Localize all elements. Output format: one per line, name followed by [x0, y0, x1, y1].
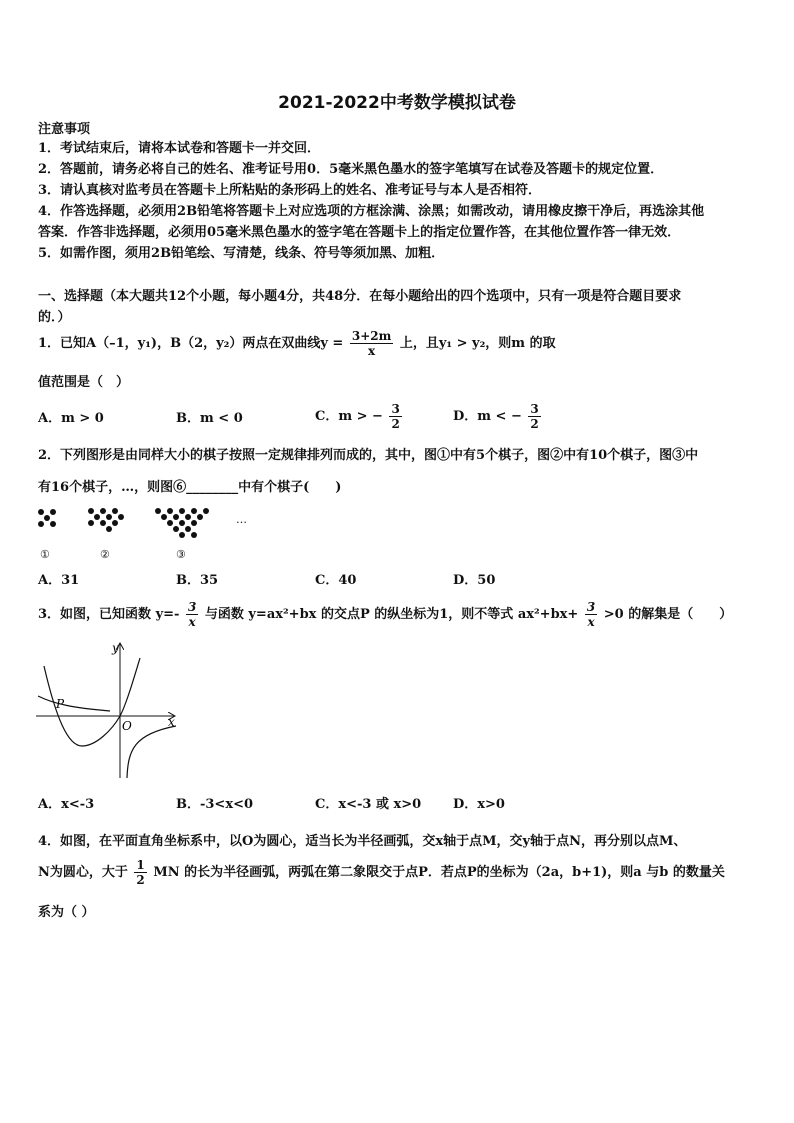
notice-item: 2．答题前，请务必将自己的姓名、准考证号用0．5毫米黑色墨水的签字笔填写在试卷及答题卡的规定位置． — [38, 162, 664, 177]
point-p-label: P — [56, 697, 65, 711]
origin-label: O — [122, 719, 132, 733]
page-title: 2021-2022中考数学模拟试卷 — [278, 93, 516, 113]
q3-option-b[interactable]: B．-3<x<0 — [176, 797, 254, 812]
notice-item: 5．如需作图，须用2B铅笔绘、写清楚，线条、符号等须加黑、加粗． — [38, 246, 445, 261]
q1-text-line2: 值范围是（ ） — [38, 375, 130, 390]
q1-option-c[interactable]: C．m > − $\frac{3}{2}$ — [315, 402, 400, 431]
question-1 — [38, 329, 556, 358]
y-label: y — [112, 641, 119, 655]
q2-option-d[interactable]: D．50 — [453, 573, 496, 588]
notice-heading: 注意事项 — [38, 122, 91, 137]
notice-item: 答案．作答非选择题，必须用05毫米黑色墨水的签字笔在答题卡上的指定位置作答，在其他位置作答一律无效． — [38, 225, 681, 240]
hyperbola-right — [127, 726, 176, 778]
question-4: 4．如图，在平面直角坐标系中，以O为圆心，适当长为半径画弧，交x轴于点M，交y轴于点N，再分别以点M、 — [38, 834, 687, 849]
question-4-cont2: 系为（ ） — [38, 905, 95, 920]
q2-fig-label-3: ③ — [176, 548, 186, 561]
question-2: 2．下列图形是由同样大小的棋子按照一定规律排列而成的，其中，图①中有5个棋子，图②中有10个棋子，图③中 — [38, 448, 699, 463]
notice-item: 1．考试结束后，请将本试卷和答题卡一并交回． — [38, 141, 321, 156]
q1-text: 1．已知A（–1，y₁)，B（2，y₂）两点在双曲线y = — [38, 336, 344, 351]
q2-option-b[interactable]: B．35 — [176, 573, 219, 588]
q1-text-post: 上，且y₁ > y₂，则m 的取 — [399, 336, 556, 351]
question-3: 3．如图，已知函数 y=- $\frac{3}{x}$ 与函数 y=ax²+bx 的交点P 的纵坐标为1，则不等式 ax²+bx+ $\frac{3}{x}$ >0 的解集是（ ） — [38, 600, 733, 629]
q3-option-d[interactable]: D．x>0 — [453, 797, 505, 812]
q2-ellipsis: … — [236, 513, 247, 526]
notice-item: 3．请认真核对监考员在答题卡上所粘贴的条形码上的姓名、准考证号与本人是否相符． — [38, 183, 542, 198]
q2-option-c[interactable]: C．40 — [315, 573, 357, 588]
q3-graph — [34, 638, 184, 783]
q2-fig-label-1: ① — [40, 548, 50, 561]
q1-option-d[interactable]: D．m < − $\frac{3}{2}$ — [453, 402, 539, 431]
section-heading-cont: 的．） — [38, 310, 71, 325]
q2-option-a[interactable]: A．31 — [38, 573, 80, 588]
q3-option-c[interactable]: C．x<-3 或 x>0 — [315, 797, 422, 812]
q2-fig-label-2: ② — [100, 548, 110, 561]
q1-fraction: $\frac{3+2m}{x}$ — [351, 329, 392, 358]
x-label: x — [168, 715, 175, 729]
notice-item: 4．作答选择题，必须用2B铅笔将答题卡上对应选项的方框涂满、涂黑；如需改动，请用橡皮擦干净后，再选涂其他 — [38, 204, 705, 219]
q1-option-a[interactable]: A．m > 0 — [38, 411, 104, 426]
question-4-cont: N为圆心，大于 $\frac{1}{2}$ MN 的长为半径画弧，两弧在第二象限交于点P．若点P的坐标为（2a，b+1)，则a 与b 的数量关 — [38, 858, 725, 887]
question-2-cont: 有16个棋子，…，则图⑥________中有个棋子( ) — [38, 480, 342, 495]
section-heading: 一、选择题（本大题共12个小题，每小题4分，共48分．在每小题给出的四个选项中，只有一项是符合题目要求 — [38, 289, 682, 304]
hyperbola-left — [38, 696, 110, 711]
q3-option-a[interactable]: A．x<-3 — [38, 797, 95, 812]
q1-option-b[interactable]: B．m < 0 — [176, 411, 243, 426]
